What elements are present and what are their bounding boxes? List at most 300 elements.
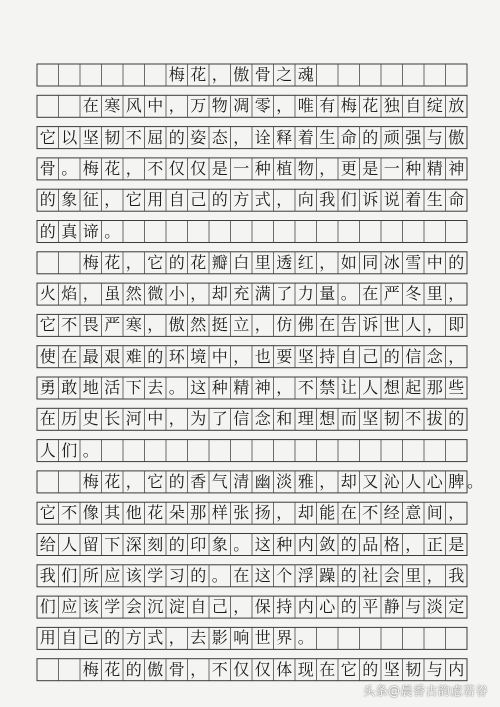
grid-char: 些 xyxy=(448,378,465,397)
grid-char: 韧 xyxy=(104,127,121,147)
grid-char: 史 xyxy=(82,409,99,429)
grid-char: 不 xyxy=(362,503,379,523)
grid-char: 畏 xyxy=(82,315,99,335)
grid-char: 强 xyxy=(405,127,422,147)
grid-char: 坚 xyxy=(82,127,99,147)
grid-char: 它 xyxy=(39,503,56,523)
grid-char: 清 xyxy=(233,471,250,491)
grid-char: 能 xyxy=(319,503,336,523)
grid-char: 想 xyxy=(319,409,336,429)
grid-char: 印 xyxy=(190,534,207,554)
grid-char: 以 xyxy=(61,127,78,147)
grid-char: ， xyxy=(319,252,336,272)
grid-char: 傲 xyxy=(448,127,465,147)
essay-title xyxy=(37,64,467,86)
grid-char: 艰 xyxy=(104,346,121,366)
grid-char: 品 xyxy=(362,534,379,554)
grid-char: 在 xyxy=(61,346,78,366)
grid-char: 绽 xyxy=(426,96,443,116)
grid-char: 的 xyxy=(168,471,185,491)
grid-char: 中 xyxy=(211,346,228,366)
grid-char: 保 xyxy=(254,597,271,617)
grid-char: 向 xyxy=(297,190,314,210)
grid-char: 严 xyxy=(104,315,121,335)
grid-char xyxy=(59,95,81,117)
grid-char: 里 xyxy=(254,252,271,272)
grid-char: 告 xyxy=(340,315,357,335)
grid-char: 想 xyxy=(383,378,400,397)
grid-char: 会 xyxy=(383,565,400,585)
grid-char: 万 xyxy=(190,96,207,116)
grid-char: 现 xyxy=(297,659,314,679)
grid-char: ， xyxy=(190,284,207,304)
grid-char: 透 xyxy=(276,252,293,272)
grid-char: 它 xyxy=(39,127,56,147)
grid-char: 自 xyxy=(340,346,357,366)
grid-char: 不 xyxy=(61,503,78,523)
grid-char: 在 xyxy=(362,284,379,304)
grid-char: 如 xyxy=(340,252,357,272)
grid-char: 顽 xyxy=(383,127,400,147)
grid-char: 然 xyxy=(190,315,207,335)
essay-line xyxy=(37,534,467,556)
grid-char: 花 xyxy=(362,96,379,116)
grid-char: 格 xyxy=(383,534,400,554)
grid-char: 心 xyxy=(319,597,336,617)
grid-char: 所 xyxy=(82,565,99,585)
essay-line xyxy=(37,408,467,430)
grid-char: 火 xyxy=(39,284,56,304)
grid-char: 地 xyxy=(82,378,99,397)
grid-char: 即 xyxy=(448,315,465,335)
grid-char: ， xyxy=(426,565,443,585)
grid-char: 其 xyxy=(104,503,121,523)
grid-char: 白 xyxy=(233,252,250,272)
grid-char: 们 xyxy=(340,190,357,210)
grid-char: 韧 xyxy=(405,659,422,679)
grid-char: 下 xyxy=(104,534,121,554)
essay-line xyxy=(37,565,467,587)
grid-char: 瓣 xyxy=(211,252,228,272)
grid-char: 持 xyxy=(276,597,293,617)
grid-char: 种 xyxy=(254,158,271,178)
grid-char: 生 xyxy=(319,127,336,147)
essay-line xyxy=(37,627,467,649)
grid-char: 的 xyxy=(125,659,142,679)
grid-char: 学 xyxy=(104,597,121,617)
grid-char: 人 xyxy=(405,315,422,335)
grid-char: ， xyxy=(276,503,293,523)
grid-char: 梅 xyxy=(340,96,357,116)
essay-line xyxy=(37,596,467,618)
grid-char: 量 xyxy=(319,284,336,304)
grid-char: 难 xyxy=(125,346,142,366)
grid-char: 虽 xyxy=(104,284,121,304)
grid-char: 那 xyxy=(190,503,207,523)
grid-char: ， xyxy=(448,503,465,523)
grid-char: 仅 xyxy=(254,659,271,679)
grid-char: 深 xyxy=(125,534,142,554)
grid-char: 仅 xyxy=(168,158,185,178)
grid-char: 的 xyxy=(39,190,56,210)
grid-char: 与 xyxy=(426,659,443,679)
grid-char: 又 xyxy=(362,471,379,491)
grid-char: 。 xyxy=(211,565,228,585)
grid-char: 幽 xyxy=(254,471,271,491)
grid-char: 它 xyxy=(147,252,164,272)
grid-char: 韧 xyxy=(383,409,400,429)
grid-char: 香 xyxy=(190,471,207,491)
grid-char: ， xyxy=(448,284,465,304)
grid-char: 内 xyxy=(297,597,314,617)
grid-char: 和 xyxy=(276,409,293,429)
grid-char: 。 xyxy=(82,440,99,460)
grid-char: ， xyxy=(168,628,185,648)
grid-char: 。 xyxy=(467,471,484,491)
grid-char: 之 xyxy=(276,65,293,84)
grid-char xyxy=(59,252,81,274)
grid-char: 精 xyxy=(426,158,443,178)
grid-char: 冰 xyxy=(383,252,400,272)
grid-char: 人 xyxy=(362,378,379,397)
essay-line xyxy=(37,95,467,117)
grid-char: 仅 xyxy=(190,158,207,178)
essay-line xyxy=(37,283,467,305)
grid-char: 这 xyxy=(254,565,271,585)
grid-char: 象 xyxy=(61,190,78,210)
grid-char: 征 xyxy=(82,190,99,210)
grid-char: 一 xyxy=(233,158,250,178)
grid-char: 最 xyxy=(82,346,99,366)
grid-char: 自 xyxy=(405,96,422,116)
grid-char: 中 xyxy=(426,252,443,272)
grid-char: 在 xyxy=(39,409,56,429)
essay-line xyxy=(37,127,467,149)
grid-char: 诉 xyxy=(362,315,379,335)
grid-char: 神 xyxy=(448,158,465,178)
grid-char: 拔 xyxy=(426,409,443,429)
grid-char: 骨 xyxy=(39,158,56,178)
grid-char: ， xyxy=(190,659,207,679)
grid-char xyxy=(37,95,59,117)
grid-char: 。 xyxy=(168,378,185,397)
grid-char: 唯 xyxy=(297,96,314,116)
grid-char: 却 xyxy=(211,284,228,304)
grid-char: 个 xyxy=(276,565,293,585)
grid-char: 骨 xyxy=(168,659,185,679)
grid-char: 气 xyxy=(211,471,228,491)
grid-char: 起 xyxy=(405,378,422,397)
grid-char xyxy=(37,659,59,681)
grid-char: 坚 xyxy=(383,659,400,679)
grid-char: ， xyxy=(125,471,142,491)
grid-char: 给 xyxy=(39,534,56,554)
grid-char: 们 xyxy=(61,565,78,585)
grid-char: 仅 xyxy=(233,659,250,679)
essay-line xyxy=(37,502,467,524)
essay-line xyxy=(37,314,467,336)
grid-char: ， xyxy=(168,409,185,429)
grid-char: ， xyxy=(104,190,121,210)
grid-char: 而 xyxy=(340,409,357,429)
grid-char: 寒 xyxy=(125,315,142,335)
grid-char: 的 xyxy=(383,346,400,366)
grid-char: 淀 xyxy=(168,597,185,617)
grid-char: ， xyxy=(448,346,465,366)
grid-char: 那 xyxy=(426,378,443,397)
grid-char: 精 xyxy=(233,378,250,397)
grid-char: 禁 xyxy=(319,378,336,397)
grid-char: 它 xyxy=(125,190,142,210)
grid-char: 梅 xyxy=(82,471,99,491)
grid-char: 冬 xyxy=(405,284,422,304)
grid-char: 更 xyxy=(340,158,357,178)
grid-char: 影 xyxy=(211,628,228,648)
grid-char: ， xyxy=(276,190,293,210)
grid-char: 己 xyxy=(190,190,207,210)
grid-char: 自 xyxy=(61,628,78,648)
grid-char: 梅 xyxy=(82,252,99,272)
grid-char: 却 xyxy=(297,503,314,523)
grid-char xyxy=(59,659,81,681)
grid-char: 己 xyxy=(211,597,228,617)
grid-char: 的 xyxy=(211,190,228,210)
grid-char: 用 xyxy=(39,628,56,648)
grid-char: 张 xyxy=(233,503,250,523)
grid-char: 响 xyxy=(233,628,250,648)
grid-char: 的 xyxy=(340,534,357,554)
grid-char: 里 xyxy=(405,565,422,585)
grid-char: 。 xyxy=(61,158,78,178)
grid-char: 傲 xyxy=(168,315,185,335)
grid-char: 学 xyxy=(147,565,164,585)
grid-char: 淡 xyxy=(426,597,443,617)
grid-char: 在 xyxy=(319,315,336,335)
grid-char: 红 xyxy=(297,252,314,272)
grid-char: 花 xyxy=(147,503,164,523)
grid-char: 淡 xyxy=(276,471,293,491)
grid-char: 理 xyxy=(297,409,314,429)
grid-char: 持 xyxy=(319,346,336,366)
grid-char: 了 xyxy=(276,284,293,304)
grid-char: 信 xyxy=(405,346,422,366)
grid-char: 。 xyxy=(233,534,250,554)
grid-char: 环 xyxy=(168,346,185,366)
grid-char: 在 xyxy=(319,659,336,679)
grid-char: 式 xyxy=(254,190,271,210)
grid-char: 一 xyxy=(383,158,400,178)
grid-char: 让 xyxy=(340,378,357,397)
grid-char: 雪 xyxy=(405,252,422,272)
grid-char: ， xyxy=(233,127,250,147)
grid-char: 世 xyxy=(254,628,271,648)
watermark: 头条@晨香古韵虑若谷 xyxy=(362,684,488,698)
grid-char xyxy=(37,471,59,493)
grid-char: 的 xyxy=(190,565,207,585)
grid-char: 刻 xyxy=(147,534,164,554)
grid-char: 它 xyxy=(340,659,357,679)
grid-char: 体 xyxy=(276,659,293,679)
grid-char: 不 xyxy=(297,378,314,397)
grid-char: 满 xyxy=(254,284,271,304)
grid-char: 。 xyxy=(340,284,357,304)
grid-char: 也 xyxy=(254,346,271,366)
grid-char: 扬 xyxy=(254,503,271,523)
grid-char: 物 xyxy=(211,96,228,116)
grid-char: 说 xyxy=(383,190,400,210)
grid-char: 脾 xyxy=(448,471,465,491)
grid-char: ， xyxy=(233,597,250,617)
grid-char: 会 xyxy=(125,597,142,617)
grid-char: 留 xyxy=(82,534,99,554)
grid-char: 是 xyxy=(362,158,379,178)
grid-char: 诉 xyxy=(362,190,379,210)
grid-char: 不 xyxy=(405,409,422,429)
grid-char: 焰 xyxy=(61,284,78,304)
grid-char: 然 xyxy=(125,284,142,304)
grid-char: 经 xyxy=(383,503,400,523)
grid-char: 着 xyxy=(405,190,422,210)
grid-char: 花 xyxy=(104,659,121,679)
grid-char: 。 xyxy=(104,221,121,241)
grid-char: 挺 xyxy=(211,315,228,335)
grid-char: 诠 xyxy=(254,127,271,147)
grid-char: 却 xyxy=(340,471,357,491)
grid-char: 它 xyxy=(39,315,56,335)
grid-char: 方 xyxy=(233,190,250,210)
grid-char: ， xyxy=(147,315,164,335)
grid-char: 中 xyxy=(147,96,164,116)
grid-char: 花 xyxy=(104,158,121,178)
grid-char: 的 xyxy=(362,127,379,147)
grid-char: 长 xyxy=(104,409,121,429)
grid-char: 中 xyxy=(147,409,164,429)
grid-char: 花 xyxy=(104,252,121,272)
grid-char: 了 xyxy=(211,409,228,429)
grid-char: 凋 xyxy=(233,96,250,116)
grid-char: 佛 xyxy=(297,315,314,335)
grid-char: 与 xyxy=(426,127,443,147)
grid-char: 里 xyxy=(426,284,443,304)
grid-char: 花 xyxy=(190,252,207,272)
grid-char: 谛 xyxy=(82,221,99,241)
grid-char: 该 xyxy=(125,565,142,585)
grid-char: 花 xyxy=(104,471,121,491)
grid-char: 零 xyxy=(254,96,271,116)
grid-char: 屈 xyxy=(147,127,164,147)
grid-char: 仿 xyxy=(276,315,293,335)
grid-char: 坚 xyxy=(297,346,314,366)
grid-char: 的 xyxy=(340,597,357,617)
essay-line xyxy=(37,221,467,243)
grid-char: 自 xyxy=(168,190,185,210)
grid-char: 平 xyxy=(362,597,379,617)
grid-char: 人 xyxy=(39,440,56,460)
grid-char: 放 xyxy=(448,96,465,116)
grid-char: 的 xyxy=(340,565,357,585)
grid-char: 梅 xyxy=(82,659,99,679)
grid-char: 历 xyxy=(61,409,78,429)
essay-line xyxy=(37,252,467,274)
grid-char: 梅 xyxy=(168,65,185,84)
grid-char: 种 xyxy=(211,378,228,397)
grid-char: 的 xyxy=(362,659,379,679)
grid-char: 的 xyxy=(168,534,185,554)
grid-char: 这 xyxy=(190,378,207,397)
grid-char: 的 xyxy=(168,127,185,147)
grid-char: 心 xyxy=(426,471,443,491)
grid-char: 寒 xyxy=(104,96,121,116)
grid-char: 我 xyxy=(319,190,336,210)
grid-char: 他 xyxy=(125,503,142,523)
grid-char: ， xyxy=(82,284,99,304)
grid-char: 界 xyxy=(276,628,293,648)
grid-char: 不 xyxy=(125,127,142,147)
essay-line xyxy=(37,440,467,462)
grid-char: 勇 xyxy=(39,378,56,397)
grid-char: 。 xyxy=(297,628,314,648)
grid-char: 境 xyxy=(190,346,207,366)
grid-char: 花 xyxy=(190,65,207,84)
grid-char: 态 xyxy=(211,127,228,147)
grid-char: 为 xyxy=(190,409,207,429)
grid-char: 独 xyxy=(383,96,400,116)
grid-char: ， xyxy=(211,65,228,84)
grid-char: 的 xyxy=(147,346,164,366)
essay-line xyxy=(37,377,467,399)
grid-char: 式 xyxy=(147,628,164,648)
grid-char: 充 xyxy=(233,284,250,304)
grid-char: 世 xyxy=(383,315,400,335)
grid-char: 念 xyxy=(254,409,271,429)
grid-char: ， xyxy=(319,471,336,491)
grid-char: 的 xyxy=(104,628,121,648)
grid-char: 风 xyxy=(125,96,142,116)
grid-char: 习 xyxy=(168,565,185,585)
grid-char: 真 xyxy=(61,221,78,241)
grid-char: 生 xyxy=(426,190,443,210)
grid-char: 己 xyxy=(362,346,379,366)
grid-char: 立 xyxy=(233,315,250,335)
essay-line xyxy=(37,158,467,180)
grid-char: 种 xyxy=(405,158,422,178)
grid-char: 使 xyxy=(39,346,56,366)
grid-char: 魂 xyxy=(297,65,314,84)
grid-char: 像 xyxy=(82,503,99,523)
grid-char: 内 xyxy=(448,659,465,679)
grid-char: 我 xyxy=(448,565,465,585)
grid-char: 同 xyxy=(362,252,379,272)
grid-char: 敛 xyxy=(319,534,336,554)
grid-char: 它 xyxy=(147,471,164,491)
grid-char: 该 xyxy=(82,597,99,617)
grid-char: 自 xyxy=(190,597,207,617)
grid-char: 意 xyxy=(405,503,422,523)
grid-char: 躁 xyxy=(319,565,336,585)
grid-char: 种 xyxy=(276,534,293,554)
grid-char: 是 xyxy=(448,534,465,554)
grid-char: 力 xyxy=(297,284,314,304)
grid-char: 沁 xyxy=(383,471,400,491)
grid-char: 河 xyxy=(125,409,142,429)
grid-char: 的 xyxy=(448,409,465,429)
grid-char: 着 xyxy=(297,127,314,147)
grid-char: 在 xyxy=(82,96,99,116)
grid-char: 人 xyxy=(61,534,78,554)
grid-char: 在 xyxy=(233,565,250,585)
essay-line xyxy=(37,471,484,493)
grid-char: 下 xyxy=(125,378,142,397)
